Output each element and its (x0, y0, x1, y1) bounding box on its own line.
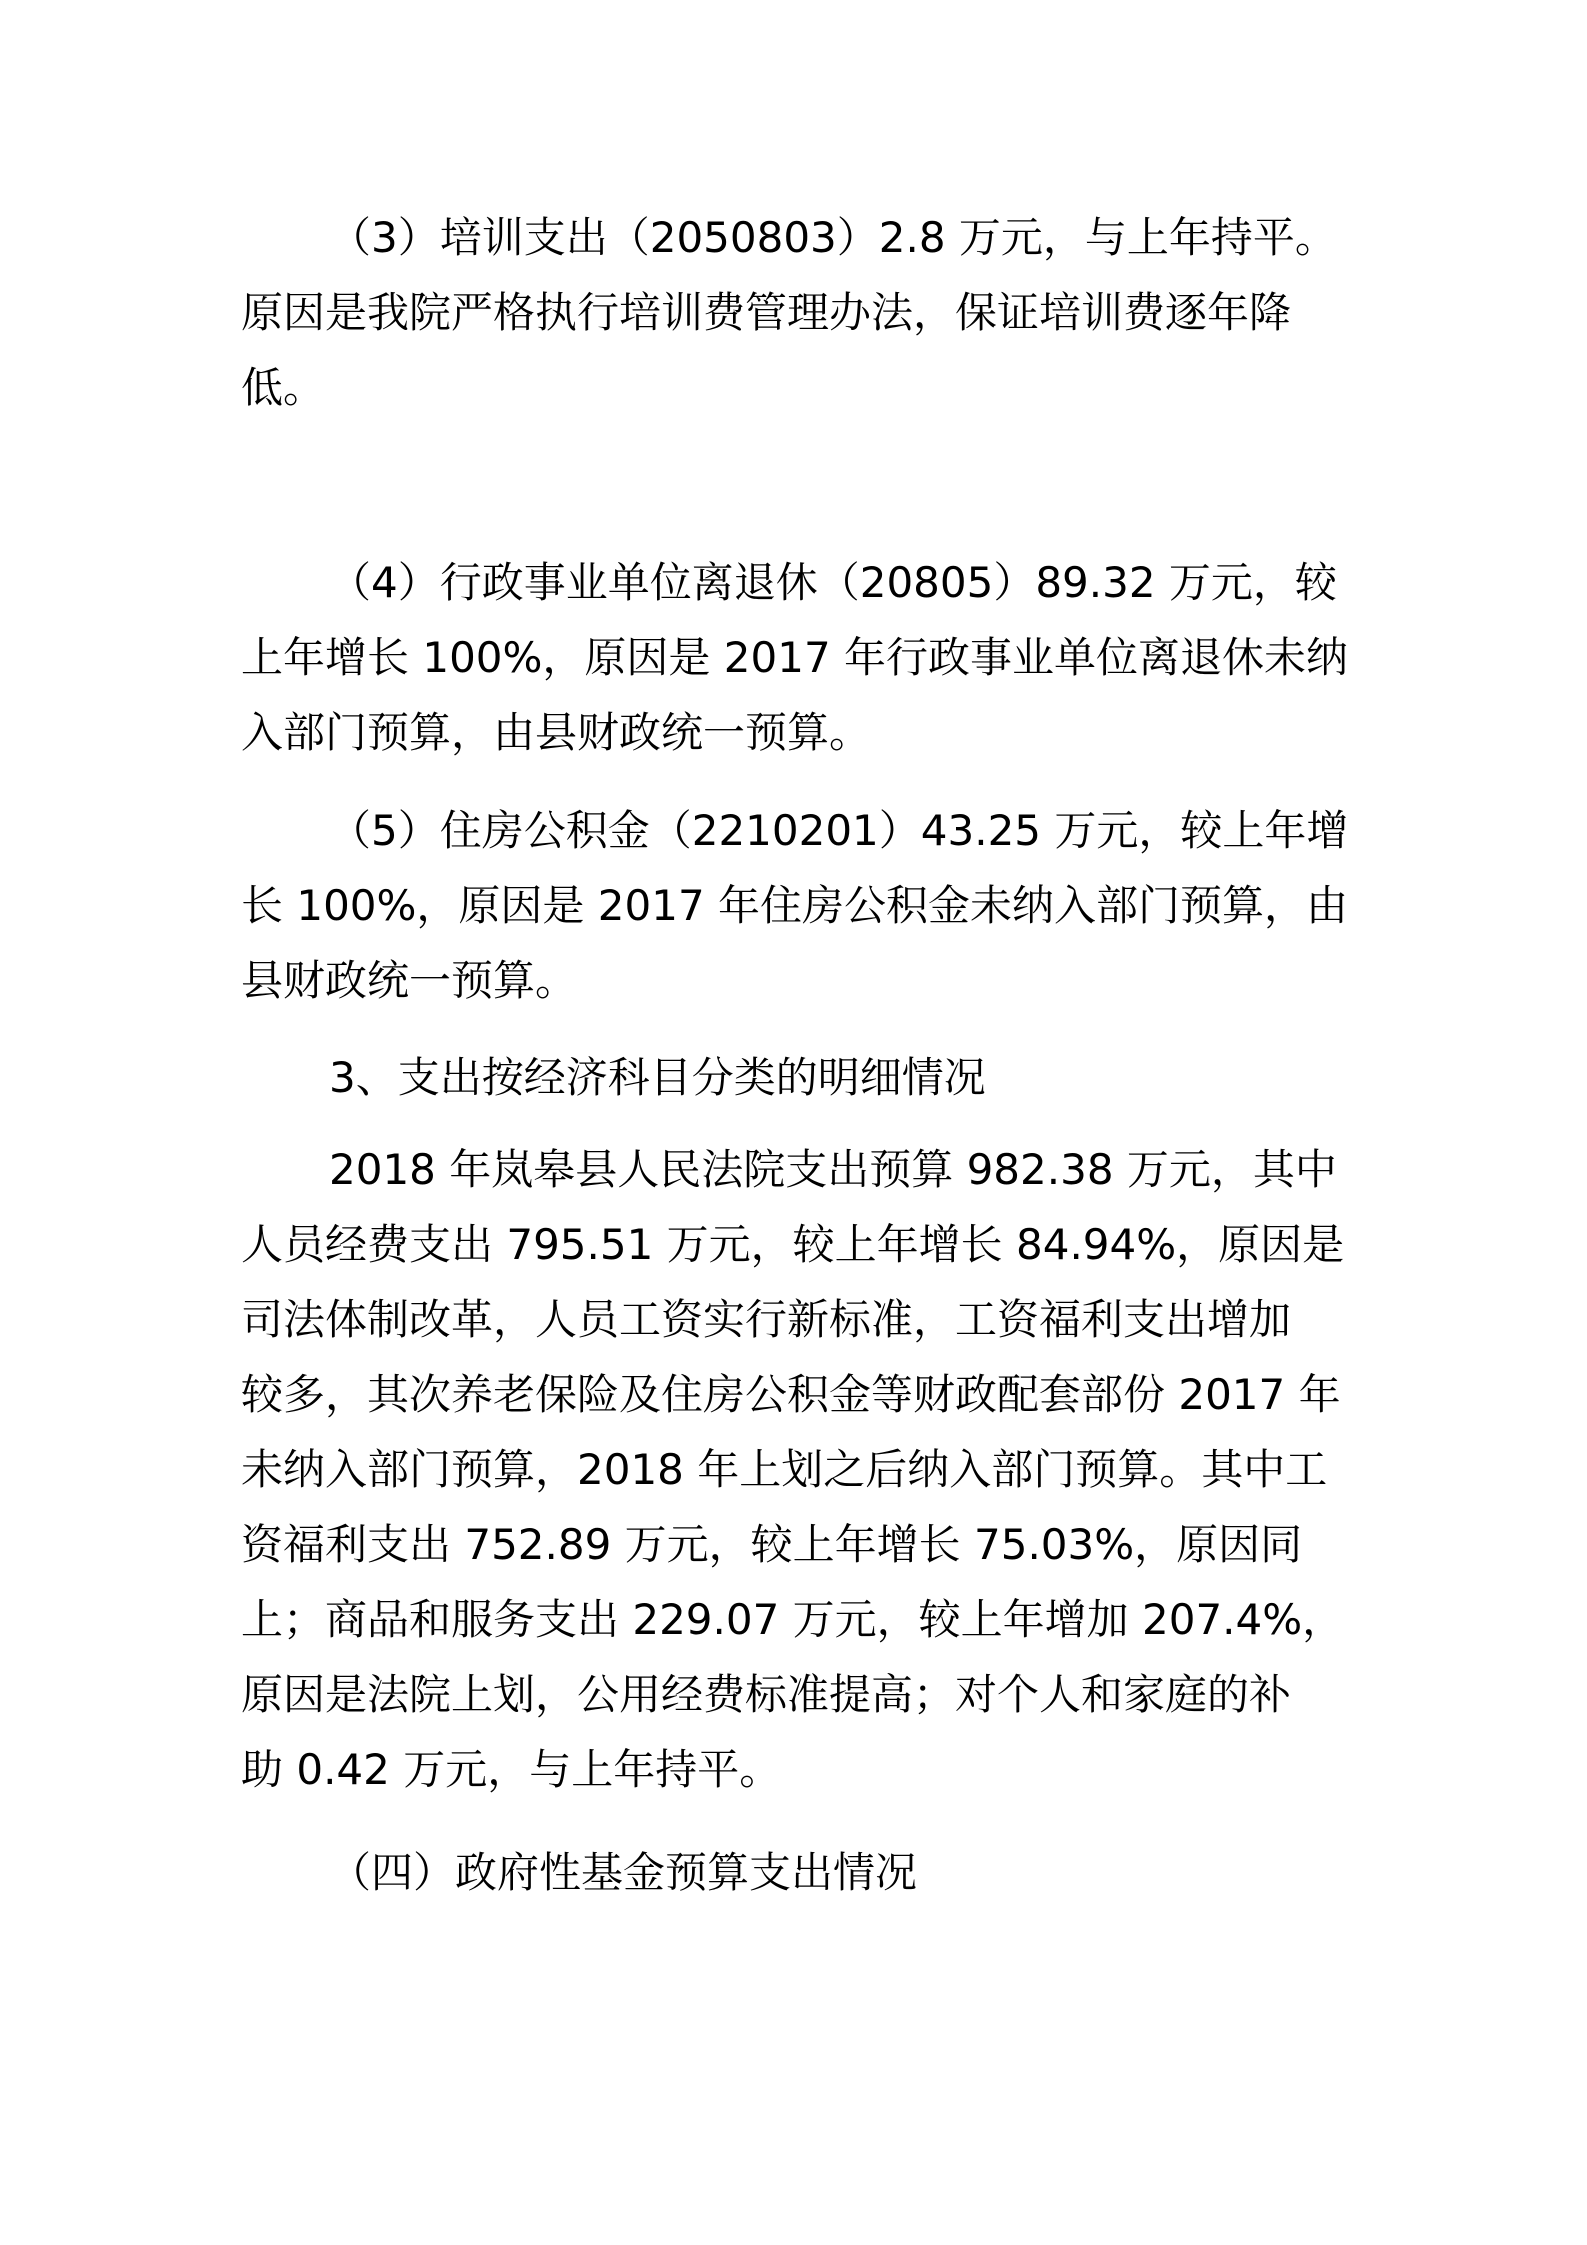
paragraph-line: 长 100%，原因是 2017 年住房公积金未纳入部门预算，由 (241, 881, 1349, 930)
paragraph-line: 原因是法院上划，公用经费标准提高；对个人和家庭的补 (241, 1670, 1292, 1719)
paragraph-line: 人员经费支出 795.51 万元，较上年增长 84.94%，原因是 (241, 1220, 1345, 1269)
paragraph-line: 原因是我院严格执行培训费管理办法，保证培训费逐年降 (241, 288, 1292, 337)
paragraph-line: 低。 (241, 363, 326, 412)
paragraph-line: （5）住房公积金（2210201）43.25 万元，较上年增 (329, 806, 1349, 855)
paragraph-line: 上年增长 100%，原因是 2017 年行政事业单位离退休未纳 (241, 633, 1349, 682)
paragraph-line: 上；商品和服务支出 229.07 万元，较上年增加 207.4%， (241, 1595, 1345, 1644)
paragraph-line: （4）行政事业单位离退休（20805）89.32 万元，较 (329, 558, 1337, 607)
paragraph-line: 助 0.42 万元，与上年持平。 (241, 1745, 782, 1794)
paragraph-line: （3）培训支出（2050803）2.8 万元，与上年持平。 (329, 213, 1337, 262)
paragraph-line: 未纳入部门预算，2018 年上划之后纳入部门预算。其中工 (241, 1445, 1328, 1494)
paragraph-line: 较多，其次养老保险及住房公积金等财政配套部份 2017 年 (241, 1370, 1341, 1419)
section-heading-text: （四）政府性基金预算支出情况 (329, 1848, 918, 1897)
section-heading-government-fund (241, 1835, 1361, 1910)
section-heading-economic-classification (241, 1040, 1361, 1115)
paragraph-line: 司法体制改革，人员工资实行新标准，工资福利支出增加 (241, 1295, 1292, 1344)
paragraph-line: 县财政统一预算。 (241, 956, 578, 1005)
paragraph-line: 资福利支出 752.89 万元，较上年增长 75.03%，原因同 (241, 1520, 1303, 1569)
paragraph-line: 入部门预算，由县财政统一预算。 (241, 708, 872, 757)
paragraph-retirement (241, 545, 1361, 770)
paragraph-expense-detail (241, 1132, 1361, 1807)
section-heading-text: 3、支出按经济科目分类的明细情况 (329, 1053, 986, 1102)
paragraph-training-expense (241, 200, 1361, 425)
paragraph-housing-fund (241, 793, 1361, 1018)
paragraph-line: 2018 年岚皋县人民法院支出预算 982.38 万元，其中 (329, 1145, 1337, 1194)
